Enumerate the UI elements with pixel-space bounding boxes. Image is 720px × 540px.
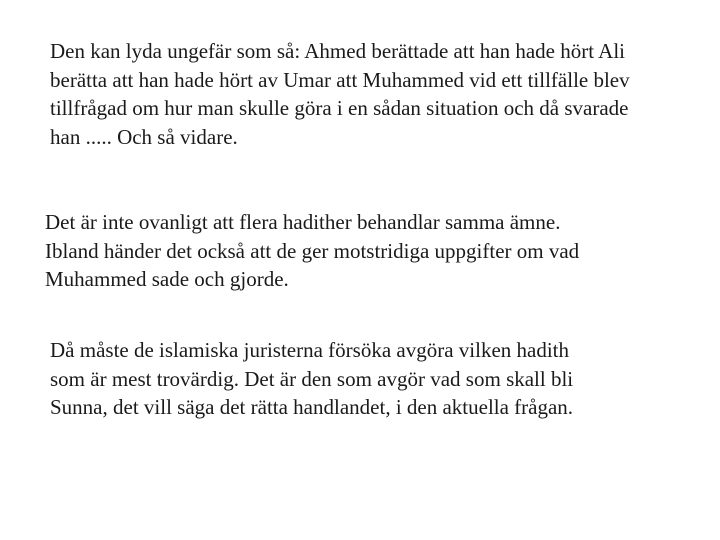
paragraph-conflicting-hadith [45,208,579,294]
paragraph-jurists-sunna [50,336,573,422]
text-line: Det är inte ovanligt att flera hadither behandlar samma ämne. [45,210,561,234]
text-line: Då måste de islamiska juristerna försöka avgöra vilken hadith [50,338,570,362]
text-line: Muhammed sade och gjorde. [45,267,289,291]
text-line: Ibland händer det också att de ger motstridiga uppgifter om vad [45,238,580,263]
text-line: som är mest trovärdig. Det är den som avgör vad som skall bli [50,366,574,391]
paragraph-hadith-chain-example [50,37,630,151]
text-line: Sunna, det vill säga det rätta handlandet, i den aktuella frågan. [50,395,574,419]
text-line: Den kan lyda ungefär som så: Ahmed berättade att han hade hört Ali [50,39,625,63]
text-line: berätta att han hade hört av Umar att Muhammed vid ett tillfälle blev [50,67,630,92]
text-line: tillfrågad om hur man skulle göra i en sådan situation och då svarade [50,96,629,120]
text-line: han ..... Och så vidare. [50,124,238,149]
